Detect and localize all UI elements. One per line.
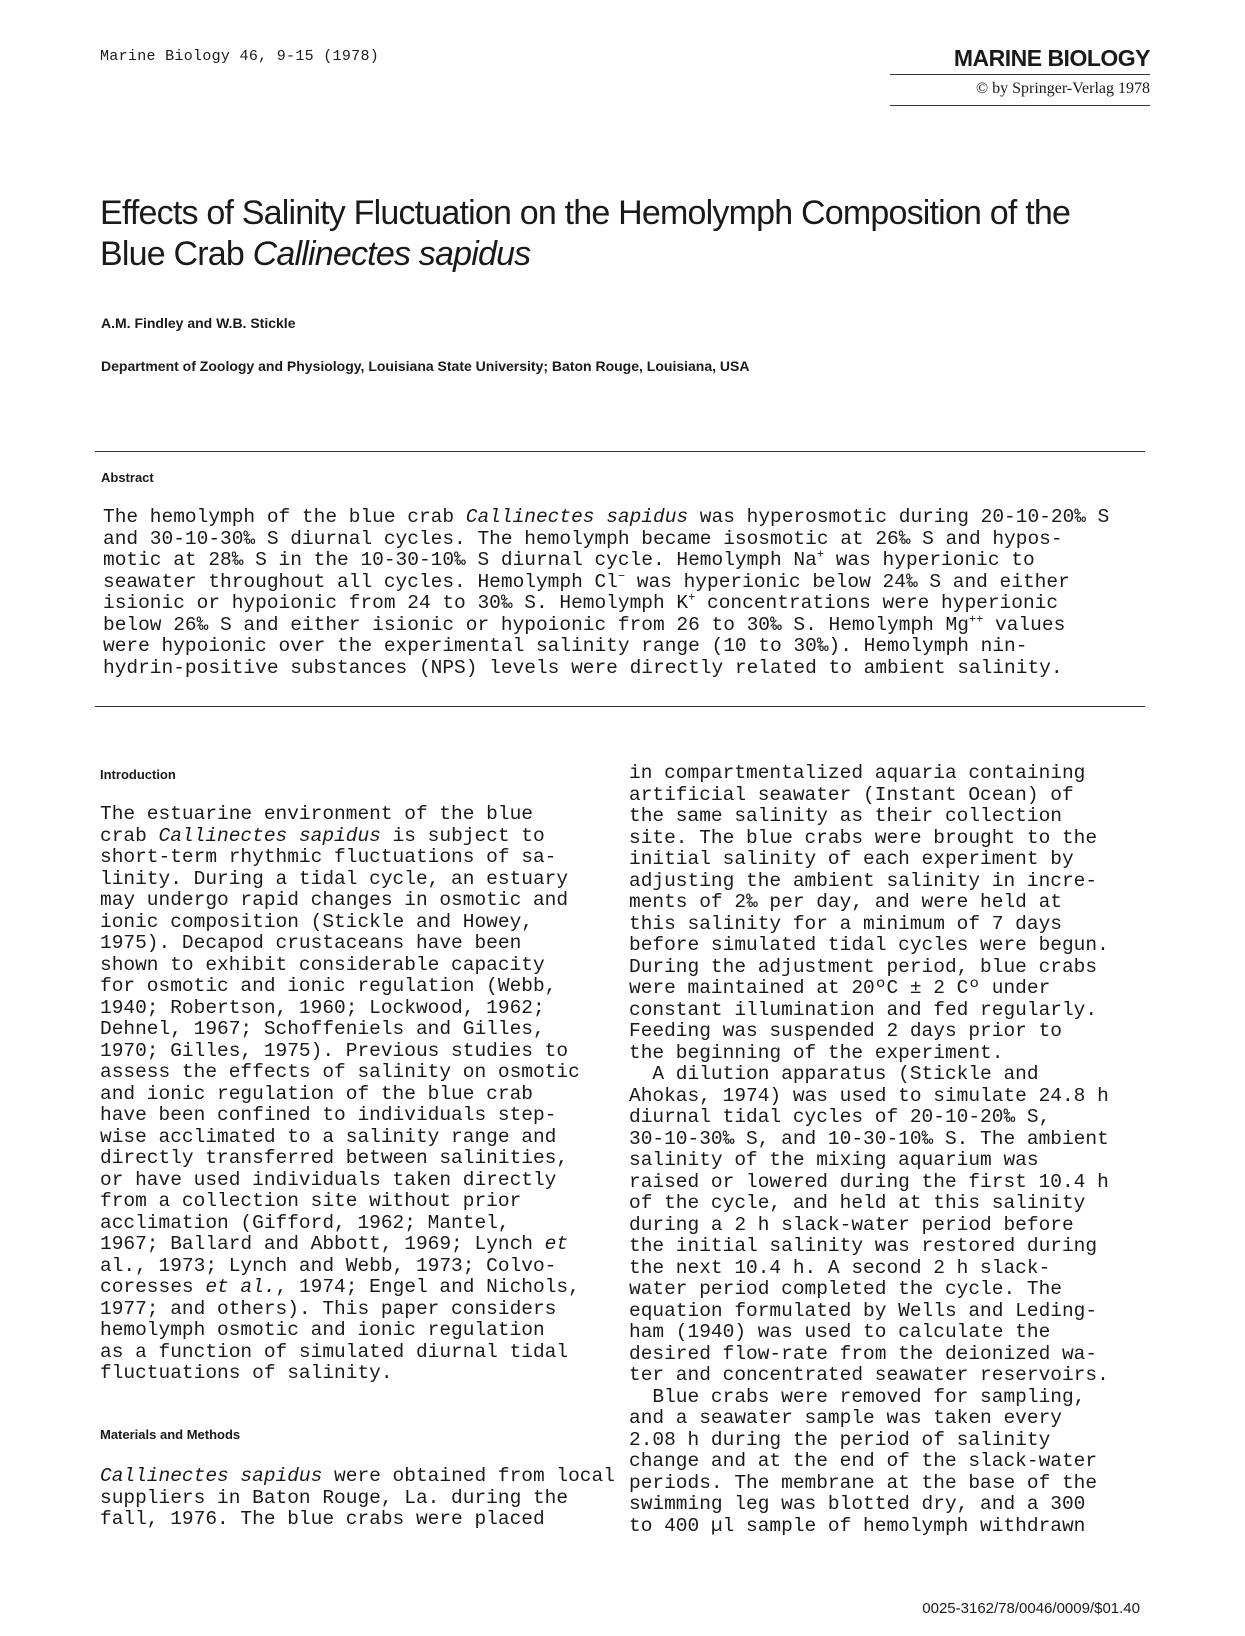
text-line: as a function of simulated diurnal tidal [100,1340,569,1363]
journal-bottom-divider [890,105,1150,106]
abstract-segment: Callinectes sapidus [465,506,689,528]
text-line: crab Callinectes sapidus is subject to [100,824,545,847]
paper-title [100,193,1160,275]
text-line: 1967; Ballard and Abbott, 1969; Lynch et [100,1233,569,1255]
text-line: ments of 2‰ per day, and were held at [629,891,1062,913]
text-line: constant illumination and fed regularly. [629,998,1098,1021]
abstract-segment: − [617,569,626,583]
text-line: before simulated tidal cycles were begun. [629,934,1109,956]
text-line: or have used individuals taken directly [100,1168,557,1191]
abstract-body [103,507,1163,679]
text-line: short-term rhythmic fluctuations of sa- [100,846,557,868]
text-line: water period completed the cycle. The [629,1278,1062,1300]
abstract-segment: was hyperionic to [824,549,1035,571]
authors: A.M. Findley and W.B. Stickle [101,315,296,331]
text-line: from a collection site without prior [100,1190,522,1212]
abstract-segment: were hypoionic over the experimental salinity range (10 to 30‰). Hemolymph nin- [103,635,1028,657]
abstract-segment: seawater throughout all cycles. Hemolymph Cl [103,570,618,593]
text-line: ionic composition (Stickle and Howey, [100,910,533,933]
title-line-1: Effects of Salinity Fluctuation on the Hemolymph Composition of the [100,194,1071,232]
text-line: hemolymph osmotic and ionic regulation [100,1319,545,1341]
methods-body [100,1466,615,1531]
introduction-heading: Introduction [100,767,176,782]
journal-name: MARINE BIOLOGY [953,45,1150,71]
introduction-body [100,804,580,1385]
abstract-heading: Abstract [101,470,154,485]
text-line: equation formulated by Wells and Leding- [629,1299,1098,1322]
text-line: assess the effects of salinity on osmotic [100,1061,580,1083]
abstract-segment: concentrations were hyperionic [695,592,1059,614]
abstract-segment: The hemolymph of the blue crab [103,506,466,528]
text-line: 2.08 h during the period of salinity [629,1428,1051,1451]
text-line: artificial seawater (Instant Ocean) of [629,783,1074,806]
text-line: change and at the end of the slack-water [629,1450,1098,1472]
text-line: were maintained at 20ºC ± 2 Cº under [629,977,1051,999]
abstract-segment: hydrin-positive substances (NPS) levels were directly related to ambient salinity. [103,656,1063,679]
text-line: coresses et al., 1974; Engel and Nichols, [100,1276,580,1298]
text-line: shown to exhibit considerable capacity [100,953,545,976]
abstract-segment: below 26‰ S and either isionic or hypoionic from 26 to 30‰ S. Hemolymph Mg [103,613,969,636]
abstract-line [103,547,1163,572]
abstract-segment: + [688,590,696,605]
abstract-top-rule [95,451,1145,452]
text-line: salinity of the mixing aquarium was [629,1149,1039,1171]
text-line: suppliers in Baton Rouge, La. during the [100,1486,569,1509]
text-line: in compartmentalized aquaria containing [629,762,1086,784]
abstract-segment: + [816,547,825,562]
text-line: diurnal tidal cycles of 20-10-20‰ S, [629,1106,1051,1128]
text-line: during a 2 h slack-water period before [629,1213,1074,1236]
text-line: have been confined to individuals step- [100,1104,557,1126]
text-line: ham (1940) was used to calculate the [629,1321,1051,1343]
abstract-segment: motic at 28‰ S in the 10-30-10‰ S diurnal cycle. Hemolymph Na [103,549,817,571]
text-line: may undergo rapid changes in osmotic and [100,889,569,911]
abstract-segment: isionic or hypoionic from 24 to 30‰ S. Hemolymph K [103,592,689,614]
text-line: al., 1973; Lynch and Webb, 1973; Colvo- [100,1254,557,1277]
text-line: Ahokas, 1974) was used to simulate 24.8 h [629,1084,1109,1107]
methods-heading: Materials and Methods [100,1427,241,1442]
text-line: to 400 µl sample of hemolymph withdrawn [629,1514,1086,1537]
text-line: ter and concentrated seawater reservoirs. [629,1364,1109,1386]
abstract-line [103,658,1163,680]
text-line: adjusting the ambient salinity in incre- [629,869,1098,892]
text-line: and a seawater sample was taken every [629,1407,1062,1429]
text-line: 1975). Decapod crustaceans have been [100,932,522,954]
text-line: for osmotic and ionic regulation (Webb, [100,975,557,997]
text-line: Feeding was suspended 2 days prior to [629,1020,1062,1042]
text-line: 1970; Gilles, 1975). Previous studies to [100,1039,569,1062]
text-line: A dilution apparatus (Stickle and [629,1063,1039,1085]
text-line: 30-10-30‰ S, and 10-30-10‰ S. The ambient [629,1127,1109,1150]
text-line: desired flow-rate from the deionized wa- [629,1342,1098,1365]
abstract-line [103,612,1163,637]
text-line: initial salinity of each experiment by [629,848,1074,870]
text-line: and ionic regulation of the blue crab [100,1082,533,1105]
abstract-segment: was hyperosmotic during 20-10-20‰ S [688,506,1110,528]
text-line: 1940; Robertson, 1960; Lockwood, 1962; [100,996,545,1019]
journal-divider [890,74,1150,75]
abstract-bottom-rule [95,706,1145,707]
text-line: Dehnel, 1967; Schoffeniels and Gilles, [100,1018,545,1040]
text-line: fluctuations of salinity. [100,1362,393,1384]
text-line: the next 10.4 h. A second 2 h slack- [629,1256,1051,1279]
text-line: The estuarine environment of the blue [100,803,533,825]
text-line: the initial salinity was restored during [629,1235,1098,1257]
text-line: Blue crabs were removed for sampling, [629,1385,1086,1408]
text-line: this salinity for a minimum of 7 days [629,912,1062,935]
text-line: of the cycle, and held at this salinity [629,1192,1086,1214]
title-species: Callinectes sapidus [252,235,531,273]
text-line: raised or lowered during the first 10.4 h [629,1170,1109,1193]
journal-block [890,44,1150,106]
text-line: 1977; and others). This paper considers [100,1297,557,1320]
text-line: Callinectes sapidus were obtained from local [100,1465,615,1487]
right-column-body [629,763,1109,1537]
text-line: linity. During a tidal cycle, an estuary [100,867,569,890]
text-line: During the adjustment period, blue crabs [629,955,1098,978]
text-line: wise acclimated to a salinity range and [100,1125,557,1148]
copyright-notice: © by Springer-Verlag 1978 [975,80,1150,97]
text-line: directly transferred between salinities, [100,1147,569,1169]
text-line: the same salinity as their collection [629,805,1062,827]
affiliation: Department of Zoology and Physiology, Louisiana State University; Baton Rouge, Louisiana, USA [101,358,750,374]
text-line: swimming leg was blotted dry, and a 300 [629,1493,1086,1515]
abstract-line [103,529,1163,551]
abstract-line [103,507,1163,529]
abstract-segment: ++ [968,612,984,626]
text-line: the beginning of the experiment. [629,1041,1004,1064]
abstract-line [103,569,1163,594]
text-line: fall, 1976. The blue crabs were placed [100,1508,545,1530]
article-code: 0025-3162/78/0046/0009/$01.40 [922,1600,1140,1617]
abstract-line [103,590,1163,615]
title-line-2-prefix: Blue Crab [100,235,253,273]
abstract-line [103,636,1163,658]
text-line: acclimation (Gifford, 1962; Mantel, [100,1211,510,1234]
abstract-segment: and 30-10-30‰ S diurnal cycles. The hemolymph became isosmotic at 26‰ S and hypos- [103,527,1063,550]
abstract-segment: was hyperionic below 24‰ S and either [625,570,1070,593]
text-line: periods. The membrane at the base of the [629,1471,1098,1494]
abstract-segment: values [983,613,1066,636]
journal-citation: Marine Biology 46, 9-15 (1978) [100,48,380,65]
text-line: site. The blue crabs were brought to the [629,826,1098,849]
